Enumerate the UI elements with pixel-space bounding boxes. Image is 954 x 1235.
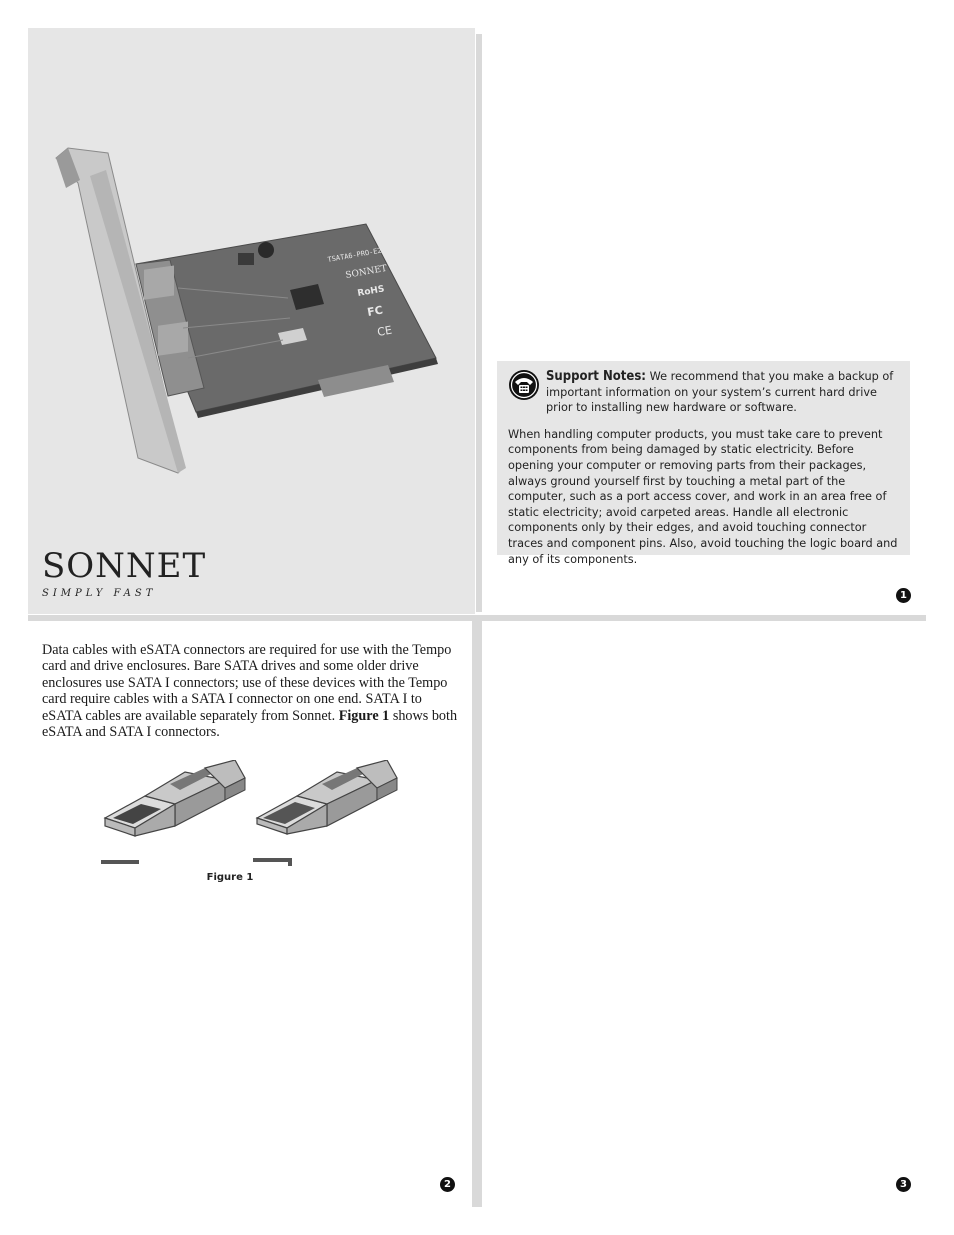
card-brand-mark: SONNET — [344, 263, 388, 281]
sata-connector — [257, 760, 397, 834]
rohs-mark: RoHS — [356, 284, 386, 299]
support-paragraph-2: When handling computer products, you must take care to prevent components from being damaged by static electricity. Before opening your computer or removing parts from their packages, always ground yourself first by touching a metal part of the computer, such as a port access cover, and work in an area free of static electricity; avoid carpeted areas. Handle all electronic components only by their edges, and avoid touching connector traces and component pins. Also, avoid touching the logic board and any of its components. — [508, 427, 898, 566]
fcc-mark: FC — [366, 303, 384, 319]
support-paragraph-1 — [508, 369, 900, 416]
product-photo-panel — [28, 28, 475, 614]
divider-vertical-bottom — [472, 621, 482, 1207]
cable-paragraph: Data cables with eSATA connectors are required for use with the Tempo card and drive enclosures. Bare SATA drives and some older drive enclosures use SATA I connectors; use of these devices with the Tempo card require cables with a SATA I connector on one end. SATA I to eSATA cables are available separately from Sonnet. Figure 1 shows both eSATA and SATA I connectors. — [42, 642, 458, 741]
esata-label-bar — [101, 860, 139, 864]
page-number-2: 2 — [440, 1177, 455, 1192]
ce-mark: CE — [376, 323, 393, 339]
support-text-1: We recommend that you make a backup of important information on your system’s current hard drive prior to installing new hardware or software. — [546, 370, 894, 415]
support-notes-box — [497, 361, 910, 566]
connector-illustration — [95, 760, 415, 870]
logo-tagline: SIMPLY FAST — [42, 588, 157, 599]
phone-support-icon — [508, 369, 540, 401]
figure-caption: Figure 1 — [206, 872, 254, 883]
pcie-card-illustration — [28, 28, 475, 614]
support-notes-heading: Support Notes: — [546, 369, 646, 384]
sata-label-bar — [253, 860, 290, 866]
sonnet-logo — [42, 546, 207, 604]
figure-ref: Figure 1 — [338, 707, 390, 724]
logo-brand: SONNET — [42, 546, 207, 586]
page-number-1: 1 — [896, 588, 911, 603]
esata-connector — [105, 760, 245, 836]
card-model-label: TSATA6-PRO-E2 — [326, 246, 383, 264]
divider-vertical-top — [476, 34, 482, 612]
page-number-3: 3 — [896, 1177, 911, 1192]
page2-body — [42, 642, 458, 740]
